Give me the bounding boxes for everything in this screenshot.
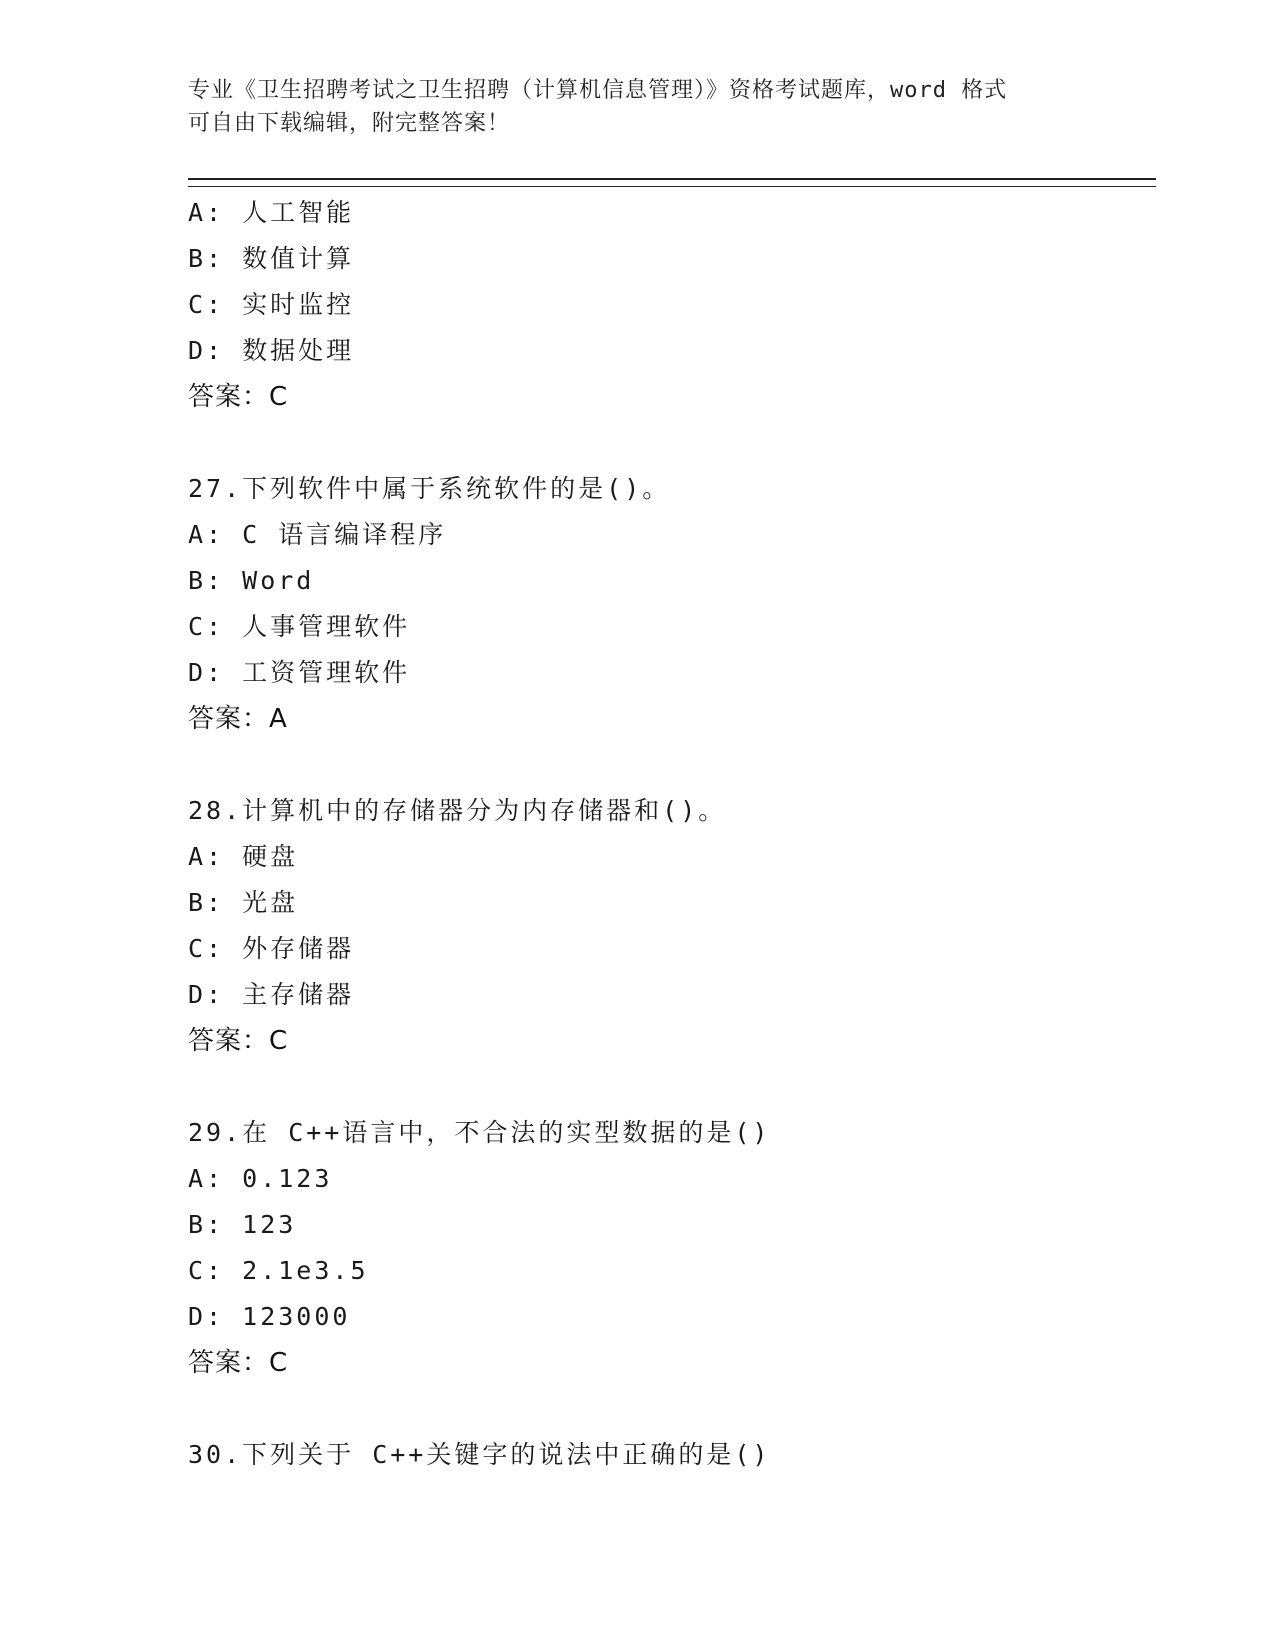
option-c: C: 实时监控 (188, 290, 355, 319)
answer-text: 答案：C (188, 1348, 289, 1378)
option-c: C: 2.1e3.5 (188, 1256, 369, 1285)
question-text: 27.下列软件中属于系统软件的是()。 (188, 474, 671, 503)
option-b: B: 数值计算 (188, 244, 355, 273)
spacer (188, 742, 1148, 788)
option-b: B: 光盘 (188, 888, 299, 917)
question-28-block (188, 788, 1148, 1064)
question-text: 30.下列关于 C++关键字的说法中正确的是() (188, 1440, 771, 1469)
option-d: D: 123000 (188, 1302, 351, 1331)
spacer (188, 420, 1148, 466)
question-list (188, 190, 1148, 1478)
spacer (188, 1064, 1148, 1110)
option-c: C: 人事管理软件 (188, 612, 411, 641)
option-a: A: 0.123 (188, 1164, 333, 1193)
question-29-block (188, 1110, 1148, 1386)
header-line-1: 专业《卫生招聘考试之卫生招聘（计算机信息管理）》资格考试题库，word 格式 (188, 78, 1008, 103)
document-header (188, 74, 1088, 140)
option-c: C: 外存储器 (188, 934, 355, 963)
option-a: A: 硬盘 (188, 842, 299, 871)
option-a: A: 人工智能 (188, 198, 355, 227)
question-27-block (188, 466, 1148, 742)
option-d: D: 工资管理软件 (188, 658, 411, 687)
answer-text: 答案：A (188, 704, 288, 734)
question-26-block (188, 190, 1148, 420)
header-line-2: 可自由下载编辑，附完整答案！ (188, 111, 511, 136)
option-b: B: Word (188, 566, 315, 595)
question-text: 29.在 C++语言中，不合法的实型数据的是() (188, 1118, 771, 1147)
option-d: D: 主存储器 (188, 980, 355, 1009)
answer-text: 答案：C (188, 1026, 289, 1056)
option-b: B: 123 (188, 1210, 297, 1239)
option-d: D: 数据处理 (188, 336, 355, 365)
answer-text: 答案：C (188, 382, 289, 412)
option-a: A: C 语言编译程序 (188, 520, 447, 549)
question-30-block (188, 1432, 1148, 1478)
header-divider (188, 178, 1156, 187)
question-text: 28.计算机中的存储器分为内存储器和()。 (188, 796, 727, 825)
spacer (188, 1386, 1148, 1432)
